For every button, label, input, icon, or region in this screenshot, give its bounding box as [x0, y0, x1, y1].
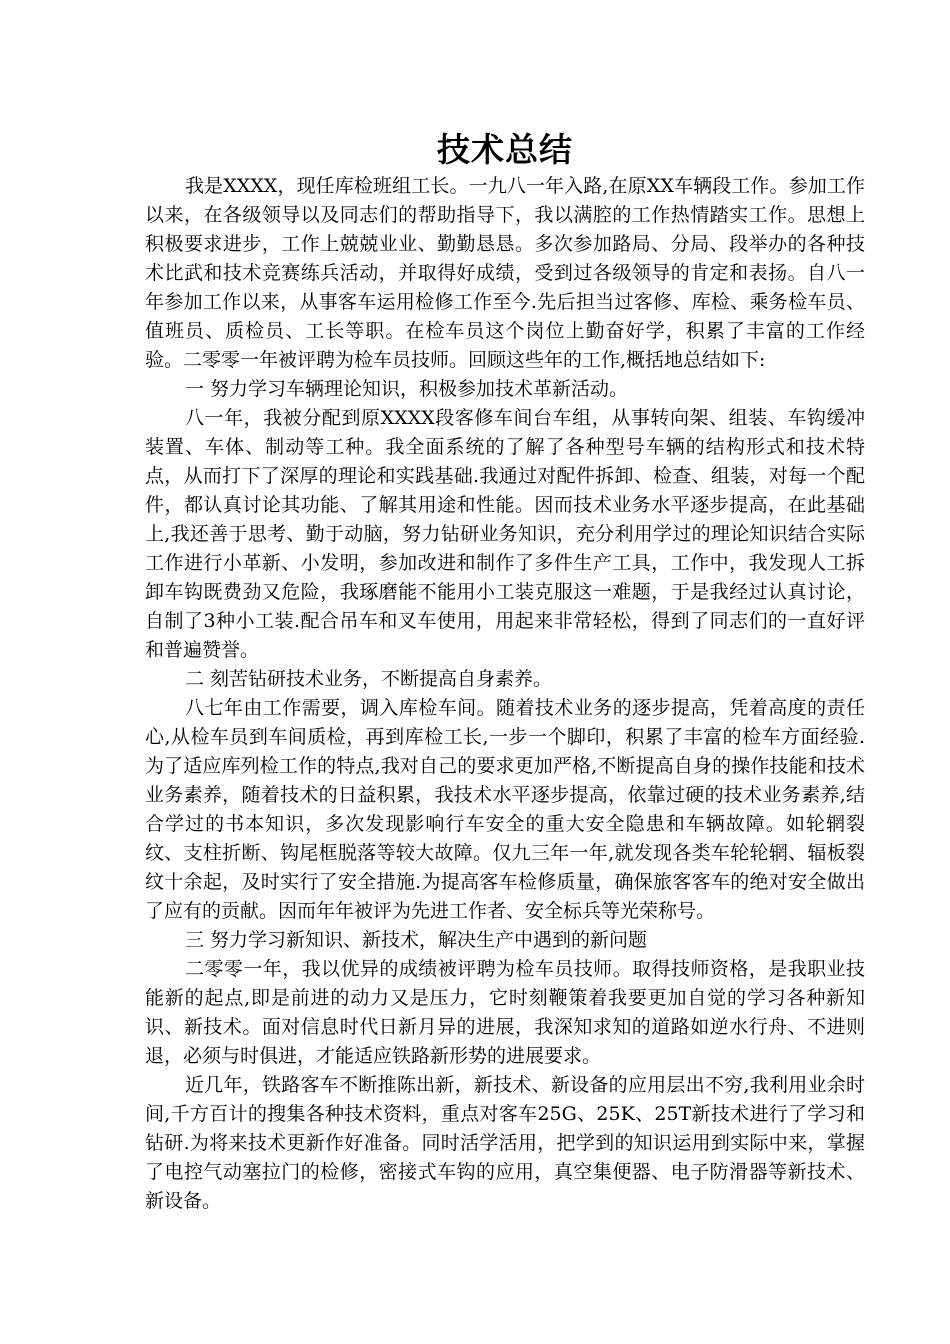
paragraph-section-1: 八一年，我被分配到原XXXX段客修车间台车组，从事转向架、组装、车钩缓冲装置、车体、制动等工种。我全面系统的了解了各种型号车辆的结构形式和技术特点，从而打下了深厚的理论和实践基础.我通过对配件拆卸、检查、组装，对每一个配件，都认真讨论其功能、了解其用途和性能。因而技术业务水平逐步提高，在此基础上,我还善于思考、勤于动脑，努力钻研业务知识，充分利用学过的理论知识结合实际工作进行小革新、小发明，参加改进和制作了多件生产工具，工作中，我发现人工拆卸车钩既费劲又危险，我琢磨能不能用小工装克服这一难题，于是我经过认真讨论，自制了3种小工装.配合吊车和叉车使用，用起来非常轻松，得到了同志们的一直好评和普遍赞誉。 — [145, 407, 865, 661]
document-title: 技术总结 — [437, 130, 573, 169]
section-heading-2: 二 刻苦钻研技术业务，不断提高自身素养。 — [185, 668, 553, 690]
paragraph-intro: 我是XXXX，现任库检班组工长。一九八一年入路,在原XX车辆段工作。参加工作以来，在各级领导以及同志们的帮助指导下，我以满腔的工作热情踏实工作。思想上积极要求进步，工作上兢兢业业、勤勤恳恳。多次参加路局、分局、段举办的各种技术比武和技术竞赛练兵活动，并取得好成绩，受到过各级领导的肯定和表扬。自八一年参加工作以来，从事客车运用检修工作至今.先后担当过客修、库检、乘务检车员、值班员、质检员、工长等职。在检车员这个岗位上勤奋好学，积累了丰富的工作经验。二零零一年被评聘为检车员技师。回顾这些年的工作,概括地总结如下: — [145, 175, 865, 371]
paragraph-section-2: 八七年由工作需要，调入库检车间。随着技术业务的逐步提高，凭着高度的责任心,从检车员到车间质检，再到库检工长,一步一个脚印，积累了丰富的检车方面经验.为了适应库列检工作的特点,我对自己的要求更加严格,不断提高自身的操作技能和技术业务素养，随着技术的日益积累，我技术水平逐步提高，依靠过硬的技术业务素养,结合学过的书本知识，多次发现影响行车安全的重大安全隐患和车辆故障。如轮辋裂纹、支柱折断、钩尾框脱落等较大故障。仅九三年一年,就发现各类车轮轮辋、辐板裂纹十余起，及时实行了安全措施.为提高客车检修质量，确保旅客客车的绝对安全做出了应有的贡献。因而年年被评为先进工作者、安全标兵等光荣称号。 — [145, 697, 865, 922]
paragraph-section-3b: 近几年，铁路客车不断推陈出新，新技术、新设备的应用层出不穷,我利用业余时间,千方百计的搜集各种技术资料，重点对客车25G、25K、25T新技术进行了学习和钻研.为将来技术更新作好准备。同时活学活用，把学到的知识运用到实际中来，掌握了电控气动塞拉门的检修，密接式车钩的应用，真空集便器、电子防滑器等新技术、新设备。 — [145, 1074, 865, 1212]
paragraph-section-3a: 二零零一年，我以优异的成绩被评聘为检车员技师。取得技师资格，是我职业技能新的起点,即是前进的动力又是压力，它时刻鞭策着我要更加自觉的学习各种新知识、新技术。面对信息时代日新月异的进展，我深知求知的道路如逆水行舟、不进则退，必须与时俱进，才能适应铁路新形势的进展要求。 — [145, 958, 865, 1067]
section-heading-3: 三 努力学习新知识、新技术，解决生产中遇到的新问题 — [185, 929, 648, 951]
section-heading-1: 一 努力学习车辆理论知识，积极参加技术革新活动。 — [185, 378, 629, 400]
document-page — [145, 128, 865, 1216]
